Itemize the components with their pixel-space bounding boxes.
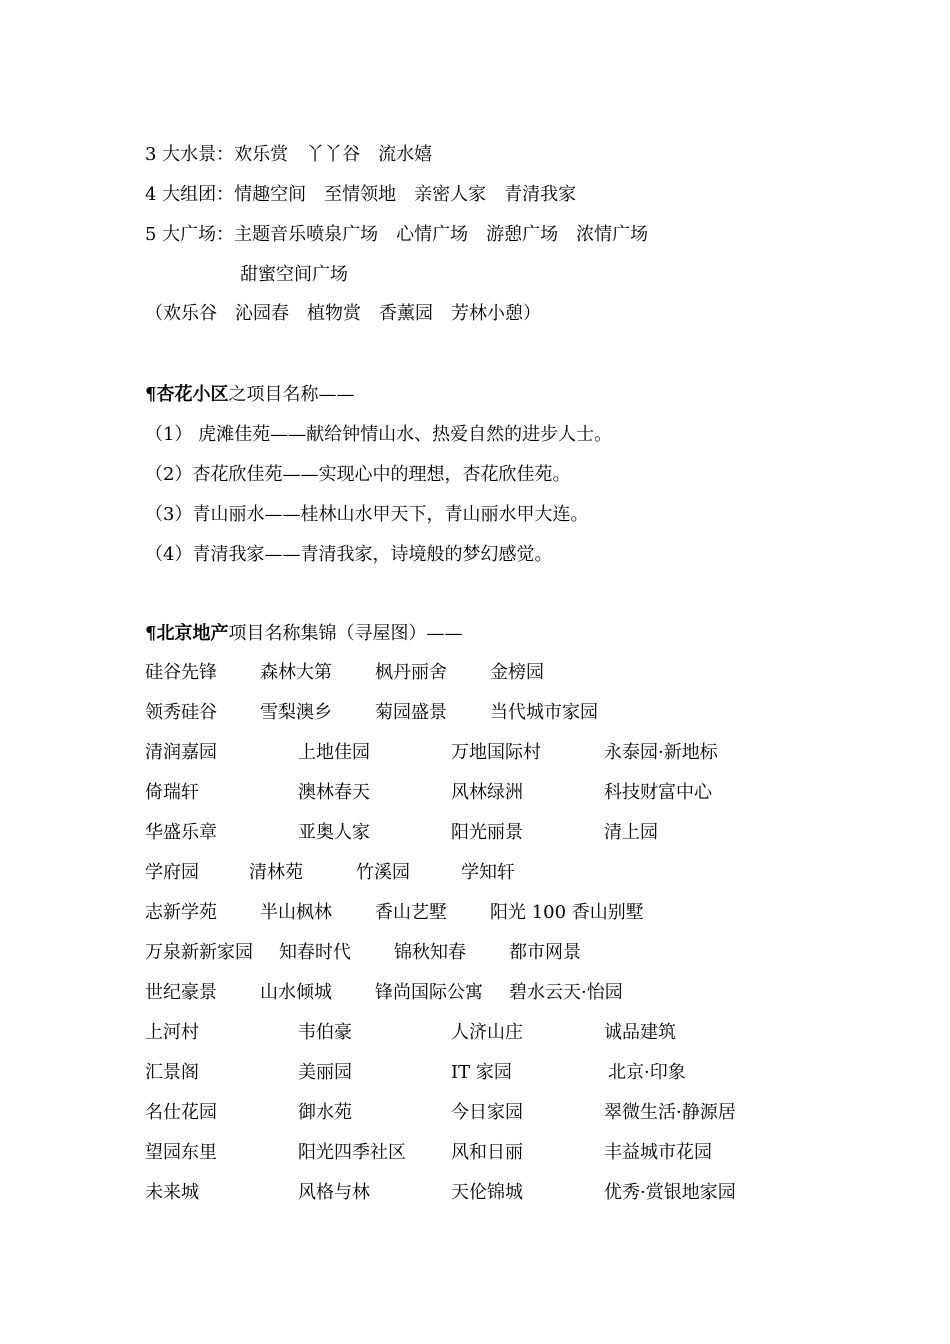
project-name: 碧水云天·怡园 (509, 982, 623, 1003)
project-name: 锋尚国际公寓 (375, 982, 483, 1003)
project-name: 万泉新新家园 (145, 942, 253, 963)
project-name: 澳林春天 (298, 782, 370, 803)
project-name: 志新学苑 (145, 902, 217, 923)
project-name: 锦秋知春 (394, 942, 466, 963)
project-name: 清上园 (604, 822, 658, 843)
project-name: 菊园盛景 (375, 702, 447, 723)
project-name: 阳光四季社区 (298, 1142, 406, 1163)
project-name: 世纪豪景 (145, 982, 217, 1003)
project-name: 清林苑 (249, 862, 303, 883)
project-name: 万地国际村 (451, 742, 541, 763)
project-name: 学知轩 (461, 862, 515, 883)
plazas-line: 5 大广场：主题音乐喷泉广场 心情广场 游憩广场 浓情广场 (145, 224, 649, 245)
project-name: 都市网景 (509, 942, 581, 963)
project-name: 诚品建筑 (604, 1022, 676, 1043)
groups-line: 4 大组团：情趣空间 至情领地 亲密人家 青清我家 (145, 184, 577, 205)
project-name: 美丽园 (298, 1062, 352, 1083)
project-name: 未来城 (145, 1182, 199, 1203)
project-name: 倚瑞轩 (145, 782, 199, 803)
project-name: 亚奥人家 (298, 822, 370, 843)
project-name: 金榜园 (490, 662, 544, 683)
project-name: 知春时代 (279, 942, 351, 963)
project-name: 风林绿洲 (451, 782, 523, 803)
beijing-suffix: 项目名称集锦（寻屋图）—— (228, 623, 463, 644)
project-name: 山水倾城 (260, 982, 332, 1003)
project-name: 韦伯豪 (298, 1022, 352, 1043)
project-name: 华盛乐章 (145, 822, 217, 843)
project-name: 望园东里 (145, 1142, 217, 1163)
plazas-line-continued: 甜蜜空间广场 (240, 264, 348, 285)
project-name: 风格与林 (298, 1182, 370, 1203)
project-name: 翠微生活·静源居 (604, 1102, 736, 1123)
project-name: 学府园 (145, 862, 199, 883)
project-name: 天伦锦城 (451, 1182, 523, 1203)
xinghua-heading (145, 383, 354, 407)
xinghua-title: 杏花小区 (156, 384, 229, 405)
project-name: IT 家园 (451, 1062, 512, 1083)
project-name: 半山枫林 (260, 902, 332, 923)
project-name: 森林大第 (260, 662, 332, 683)
water-features-line: 3 大水景：欢乐赏 丫丫谷 流水嬉 (145, 144, 433, 165)
project-name: 阳光丽景 (451, 822, 523, 843)
project-name: 风和日丽 (451, 1142, 523, 1163)
project-name: 枫丹丽舍 (375, 662, 447, 683)
project-name: 上河村 (145, 1022, 199, 1043)
xinghua-item: （1） 虎滩佳苑——献给钟情山水、热爱自然的进步人士。 (145, 424, 613, 445)
xinghua-item: （3）青山丽水——桂林山水甲天下，青山丽水甲大连。 (145, 504, 589, 525)
project-name: 永泰园·新地标 (604, 742, 718, 763)
beijing-heading (145, 622, 462, 646)
project-name: 领秀硅谷 (145, 702, 217, 723)
garden-names-line: （欢乐谷 沁园春 植物赏 香薰园 芳林小憩） (145, 303, 541, 324)
project-name: 竹溪园 (356, 862, 410, 883)
project-name: 硅谷先锋 (145, 662, 217, 683)
project-name: 阳光 100 香山别墅 (490, 902, 644, 923)
project-name: 上地佳园 (298, 742, 370, 763)
project-name: 御水苑 (298, 1102, 352, 1123)
project-name: 丰益城市花园 (604, 1142, 712, 1163)
project-name: 科技财富中心 (604, 782, 712, 803)
project-name: 清润嘉园 (145, 742, 217, 763)
project-name: 人济山庄 (451, 1022, 523, 1043)
project-name: 名仕花园 (145, 1102, 217, 1123)
xinghua-item: （2）杏花欣佳苑——实现心中的理想，杏花欣佳苑。 (145, 464, 571, 485)
project-name: 优秀·赏银地家园 (604, 1182, 736, 1203)
project-name: 北京·印象 (608, 1062, 686, 1083)
project-name: 汇景阁 (145, 1062, 199, 1083)
xinghua-suffix: 之项目名称—— (228, 384, 355, 405)
pilcrow-mark: ¶ (145, 623, 157, 644)
xinghua-item: （4）青清我家——青清我家，诗境般的梦幻感觉。 (145, 544, 553, 565)
project-name: 当代城市家园 (490, 702, 598, 723)
project-name: 今日家园 (451, 1102, 523, 1123)
project-name: 香山艺墅 (375, 902, 447, 923)
pilcrow-mark: ¶ (145, 384, 157, 405)
project-name: 雪梨澳乡 (260, 702, 332, 723)
beijing-title: 北京地产 (156, 623, 229, 644)
